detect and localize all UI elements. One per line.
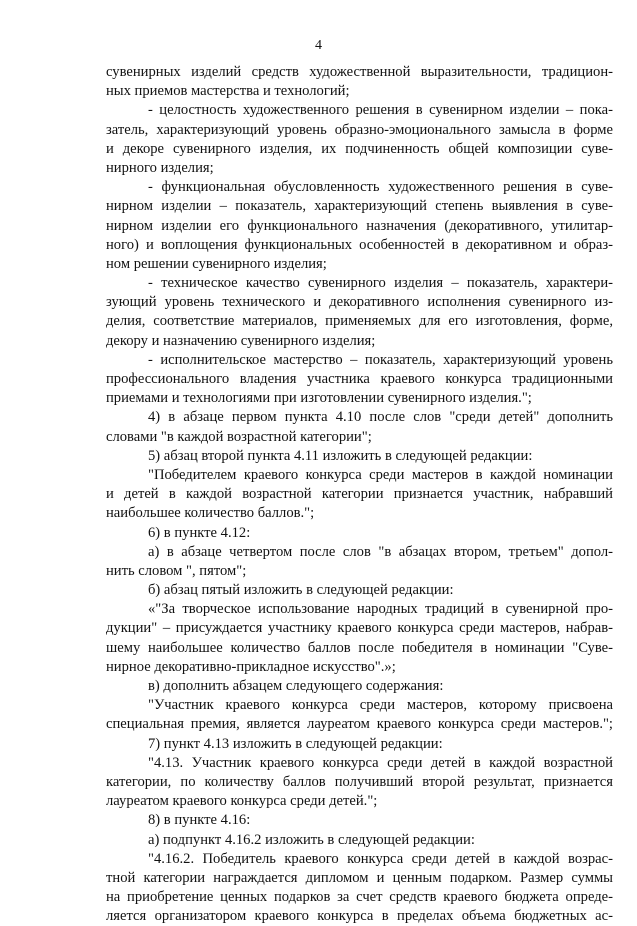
text-line: - исполнительское мастерство – показатель, характеризующий уровень — [148, 351, 613, 368]
text-line: 6) в пункте 4.12: — [148, 524, 251, 541]
text-line: ного) и воплощения функциональных особенностей в декоративном и образ- — [106, 236, 613, 253]
text-line: "Победителем краевого конкурса среди мастеров в каждой номинации — [148, 466, 613, 483]
text-line: на приобретение ценных подарков за счет средств краевого бюджета опреде- — [106, 889, 613, 906]
text-line: тной категории награждается дипломом и ценным подарком. Размер суммы — [106, 869, 613, 886]
text-line: категории, по количеству баллов получивший второй результат, признается — [106, 773, 613, 790]
text-line: "4.13. Участник краевого конкурса среди детей в каждой возрастной — [148, 754, 613, 771]
text-line: а) в абзаце четвертом после слов "в абзацах втором, третьем" допол- — [148, 543, 613, 560]
text-line: специальная премия, является лауреатом краевого конкурса среди мастеров."; — [106, 716, 613, 733]
text-line: - целостность художественного решения в сувенирном изделии – пока- — [148, 102, 613, 119]
text-line: 7) пункт 4.13 изложить в следующей редакции: — [148, 735, 443, 752]
document-body — [106, 63, 613, 926]
text-line: нирном изделии – показатель, характеризующий степень выявления в суве- — [106, 198, 613, 215]
text-line: 4) в абзаце первом пункта 4.10 после слов "среди детей" дополнить — [148, 409, 613, 426]
text-line: делия, соответствие материалов, применяемых для его изготовления, форме, — [106, 313, 613, 330]
text-line: наибольшее количество баллов."; — [106, 505, 315, 522]
text-line: нирного изделия; — [106, 159, 214, 176]
text-line: "Участник краевого конкурса среди мастеров, которому присвоена — [148, 697, 613, 714]
text-line: нирном изделии его функционального назначения (декоративного, утилитар- — [106, 217, 613, 234]
text-line: «"За творческое использование народных традиций в сувенирной про- — [148, 601, 613, 618]
text-line: нить словом ", пятом"; — [106, 562, 247, 579]
text-line: зующий уровень технического и декоративного исполнения сувенирного из- — [106, 294, 613, 311]
text-line: сувенирных изделий средств художественной выразительности, традицион- — [106, 64, 613, 80]
text-line: профессионального владения участника краевого конкурса традиционными — [106, 371, 613, 387]
text-line: в) дополнить абзацем следующего содержания: — [148, 678, 444, 694]
text-line: 5) абзац второй пункта 4.11 изложить в следующей редакции: — [148, 447, 533, 464]
page-number: 4 — [315, 38, 322, 53]
text-line: приемами и технологиями при изготовлении сувенирного изделия."; — [106, 390, 532, 407]
text-line: - техническое качество сувенирного изделия – показатель, характери- — [148, 275, 613, 292]
text-line: "4.16.2. Победитель краевого конкурса среди детей в каждой возрас- — [148, 850, 613, 867]
text-line: б) абзац пятый изложить в следующей редакции: — [148, 582, 454, 599]
text-line: и декоре сувенирного изделия, их подчиненность общей композиции суве- — [106, 140, 613, 157]
text-line: а) подпункт 4.16.2 изложить в следующей редакции: — [148, 831, 475, 848]
text-line: лауреатом краевого конкурса среди детей."; — [106, 793, 378, 810]
text-line: декору и назначению сувенирного изделия; — [106, 332, 376, 349]
text-line: - функциональная обусловленность художественного решения в суве- — [148, 179, 613, 196]
text-line: ном решении сувенирного изделия; — [106, 255, 327, 272]
text-line: дукции" – присуждается участнику краевого конкурса среди мастеров, набрав- — [106, 620, 613, 637]
text-line: нирное декоративно-прикладное искусство".»; — [106, 658, 396, 675]
text-line: затель, характеризующий уровень образно-эмоционального замысла в форме — [106, 121, 613, 138]
text-line: словами "в каждой возрастной категории"; — [106, 428, 372, 445]
text-line: шему наибольшее количество баллов после победителя в номинации "Суве- — [106, 639, 613, 656]
text-line: и детей в каждой возрастной категории признается участник, набравший — [106, 486, 613, 503]
text-line: 8) в пункте 4.16: — [148, 812, 251, 829]
text-line: ных приемов мастерства и технологий; — [106, 83, 350, 100]
text-line: ляется организатором краевого конкурса в пределах объема бюджетных ас- — [106, 908, 613, 925]
